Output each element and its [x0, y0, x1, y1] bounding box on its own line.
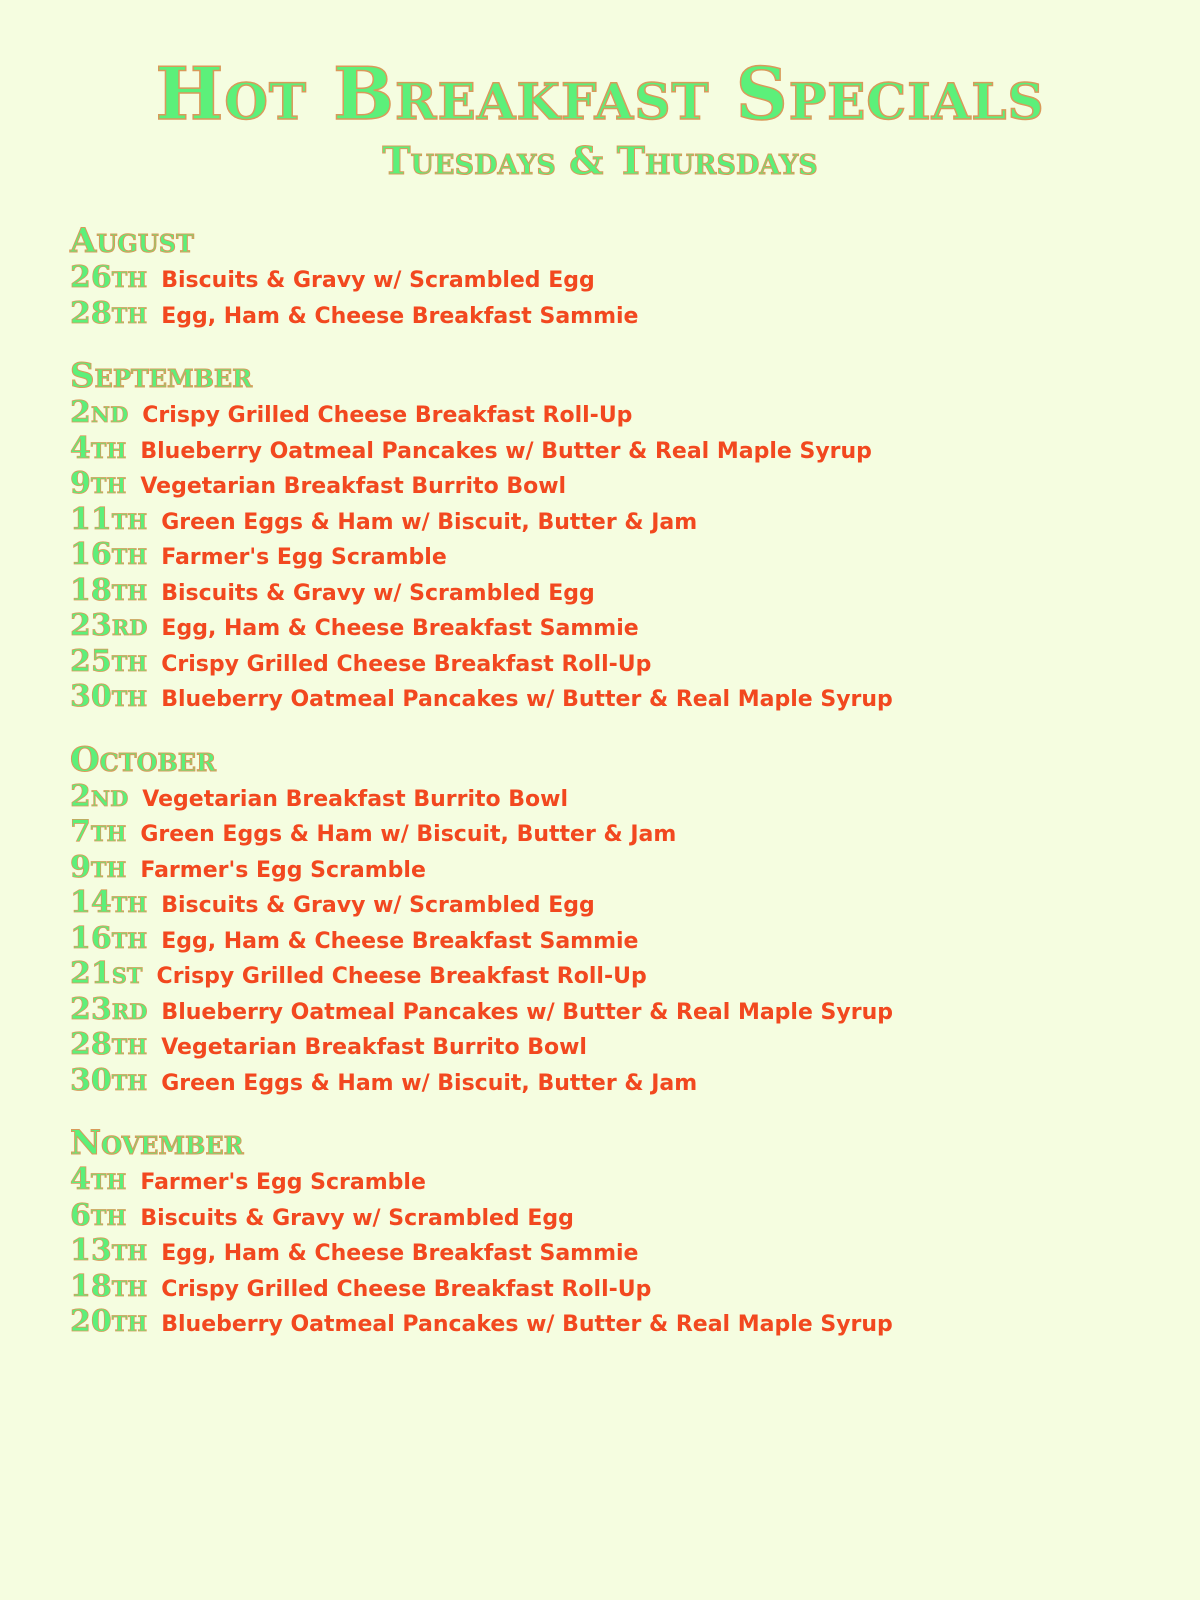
special-date: 21st [70, 956, 143, 991]
page-title: Hot Breakfast Specials [155, 51, 1045, 136]
month-entries [70, 1162, 1130, 1340]
special-dish: Egg, Ham & Cheese Breakfast Sammie [161, 616, 639, 641]
month-entries [70, 395, 1130, 715]
special-dish: Green Eggs & Ham w/ Biscuit, Butter & Jam [140, 822, 677, 847]
special-date: 28th [70, 1027, 148, 1062]
special-dish: Green Eggs & Ham w/ Biscuit, Butter & Jam [161, 1070, 698, 1096]
special-dish: Crispy Grilled Cheese Breakfast Roll-Up [156, 964, 647, 989]
special-dish: Farmer's Egg Scramble [140, 1170, 426, 1195]
special-date: 16th [70, 920, 148, 956]
special-entry [70, 1233, 1130, 1269]
special-dish: Farmer's Egg Scramble [161, 545, 447, 570]
special-entry [70, 644, 1130, 680]
page-subtitle: Tuesdays & Thursdays [382, 138, 818, 183]
special-date: 11th [70, 501, 148, 537]
special-dish: Blueberry Oatmeal Pancakes w/ Butter & Real Maple Syrup [161, 1312, 893, 1337]
special-entry [70, 1162, 1130, 1198]
special-dish: Vegetarian Breakfast Burrito Bowl [161, 1035, 587, 1060]
special-entry [70, 1198, 1130, 1234]
special-date: 2nd [70, 395, 129, 430]
special-date: 20th [70, 1304, 148, 1339]
month-heading: November [70, 1123, 244, 1163]
month-heading: October [70, 739, 217, 780]
special-date: 9th [70, 466, 127, 501]
month-section [70, 741, 1130, 1099]
special-date: 7th [70, 814, 127, 849]
special-dish: Biscuits & Gravy w/ Scrambled Egg [161, 893, 595, 918]
special-dish: Farmer's Egg Scramble [140, 857, 426, 883]
special-entry [70, 1304, 1130, 1340]
special-entry [70, 679, 1130, 715]
special-entry [70, 850, 1130, 886]
special-date: 4th [70, 430, 127, 466]
special-entry [70, 885, 1130, 921]
special-entry [70, 260, 1130, 296]
special-entry [70, 537, 1130, 573]
special-dish: Egg, Ham & Cheese Breakfast Sammie [161, 928, 639, 954]
month-section [70, 1124, 1130, 1340]
special-dish: Egg, Ham & Cheese Breakfast Sammie [161, 1241, 639, 1266]
special-date: 28th [70, 295, 148, 331]
month-section [70, 222, 1130, 331]
special-entry [70, 814, 1130, 850]
month-heading: September [70, 356, 253, 396]
special-date: 26th [70, 260, 148, 295]
special-date: 23rd [70, 608, 148, 643]
special-entry [70, 502, 1130, 538]
special-entry [70, 608, 1130, 644]
special-entry [70, 1269, 1130, 1305]
special-dish: Vegetarian Breakfast Burrito Bowl [140, 474, 567, 499]
special-date: 18th [70, 572, 148, 608]
special-entry [70, 956, 1130, 992]
month-section [70, 357, 1130, 715]
special-entry [70, 466, 1130, 502]
special-date: 16th [70, 537, 148, 572]
special-date: 30th [70, 1062, 148, 1098]
special-dish: Crispy Grilled Cheese Breakfast Roll-Up [142, 403, 633, 428]
special-dish: Blueberry Oatmeal Pancakes w/ Butter & Real Maple Syrup [161, 687, 893, 712]
special-date: 4th [70, 1162, 127, 1197]
month-heading: August [70, 221, 194, 261]
special-dish: Blueberry Oatmeal Pancakes w/ Butter & Real Maple Syrup [140, 438, 872, 464]
special-date: 9th [70, 849, 127, 885]
special-date: 2nd [70, 778, 129, 814]
special-dish: Biscuits & Gravy w/ Scrambled Egg [140, 1205, 574, 1231]
special-date: 30th [70, 679, 148, 714]
special-date: 18th [70, 1268, 148, 1304]
special-date: 13th [70, 1233, 148, 1268]
special-dish: Crispy Grilled Cheese Breakfast Roll-Up [161, 1276, 652, 1302]
special-entry [70, 921, 1130, 957]
special-entry [70, 431, 1130, 467]
special-entry [70, 296, 1130, 332]
special-entry [70, 779, 1130, 815]
special-entry [70, 1063, 1130, 1099]
special-entry [70, 395, 1130, 431]
special-dish: Biscuits & Gravy w/ Scrambled Egg [161, 580, 595, 606]
special-entry [70, 992, 1130, 1028]
special-dish: Egg, Ham & Cheese Breakfast Sammie [161, 303, 639, 329]
month-entries [70, 260, 1130, 331]
special-entry [70, 1027, 1130, 1063]
special-date: 6th [70, 1197, 127, 1233]
special-entry [70, 573, 1130, 609]
special-dish: Crispy Grilled Cheese Breakfast Roll-Up [161, 651, 652, 677]
month-entries [70, 779, 1130, 1099]
specials-schedule [70, 222, 1130, 1366]
special-dish: Biscuits & Gravy w/ Scrambled Egg [161, 268, 595, 293]
special-date: 23rd [70, 991, 148, 1027]
special-dish: Vegetarian Breakfast Burrito Bowl [142, 786, 569, 812]
special-dish: Blueberry Oatmeal Pancakes w/ Butter & Real Maple Syrup [161, 999, 893, 1025]
special-date: 25th [70, 643, 148, 679]
special-dish: Green Eggs & Ham w/ Biscuit, Butter & Jam [161, 509, 698, 535]
special-date: 14th [70, 885, 148, 920]
